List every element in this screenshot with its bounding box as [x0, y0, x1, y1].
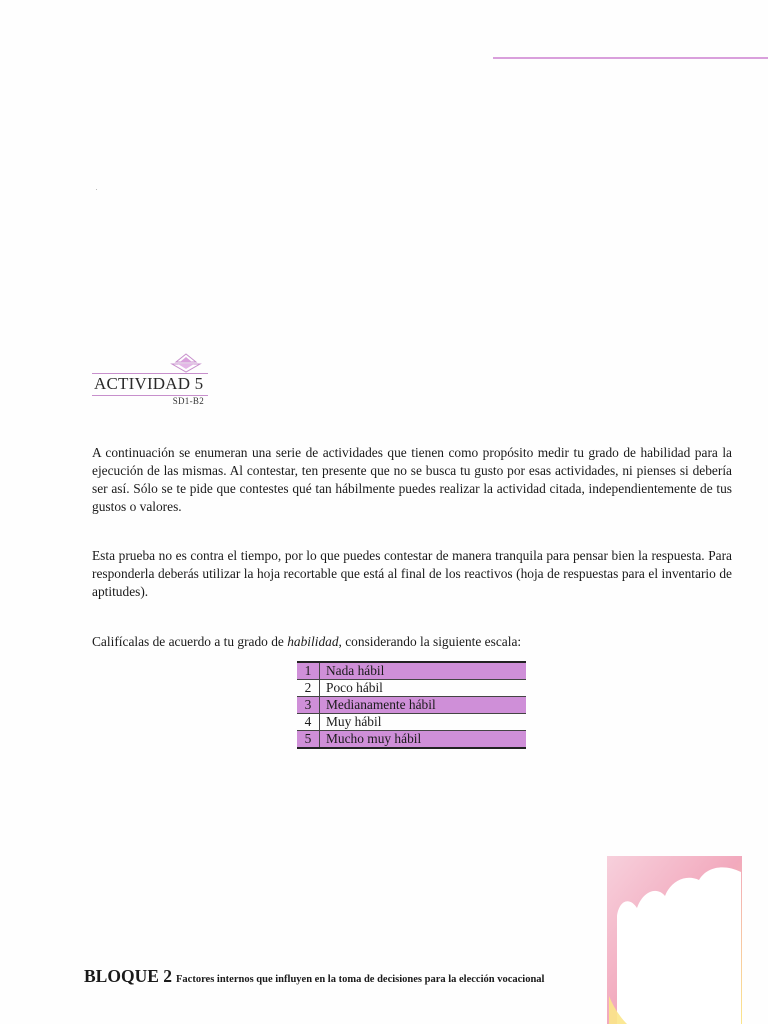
scale-number: 1 — [297, 662, 320, 680]
table-row — [297, 714, 526, 731]
triangle-emblem-icon — [166, 352, 206, 374]
table-row — [297, 680, 526, 697]
scale-label: Nada hábil — [320, 662, 527, 680]
page-footer — [84, 966, 544, 987]
top-decorative-rule — [493, 57, 768, 59]
scale-label: Muy hábil — [320, 714, 527, 731]
table-row — [297, 662, 526, 680]
activity-code: SD1-B2 — [172, 396, 204, 406]
scale-intro-paragraph — [92, 633, 732, 651]
ability-scale-table — [297, 661, 526, 749]
activity-title: ACTIVIDAD 5 — [94, 374, 204, 393]
scale-intro-tail: , considerando la siguiente escala: — [338, 634, 522, 649]
corner-decoration — [607, 856, 742, 1024]
instructions-paragraph: Esta prueba no es contra el tiempo, por lo que puedes contestar de manera tranquila para pensar bien la respuesta. Para responderla deberás utilizar la hoja recortable que está al final de los reactivos (hoja de respuestas para el inventario de aptitudes). — [92, 548, 732, 599]
scale-number: 5 — [297, 731, 320, 749]
scale-number: 3 — [297, 697, 320, 714]
scale-label: Poco hábil — [320, 680, 527, 697]
scale-label: Medianamente hábil — [320, 697, 527, 714]
footer-subtitle: Factores internos que influyen en la toma de decisiones para la elección vocacional — [176, 974, 545, 985]
scale-number: 2 — [297, 680, 320, 697]
footer-block-title: BLOQUE 2 — [84, 966, 173, 986]
scale-intro-emphasis: habilidad — [287, 634, 339, 649]
scale-label: Mucho muy hábil — [320, 731, 527, 749]
table-row — [297, 697, 526, 714]
page-speck — [96, 189, 97, 190]
activity-header — [92, 352, 208, 408]
intro-paragraph: A continuación se enumeran una serie de actividades que tienen como propósito medir tu grado de habilidad para la ejecución de las mismas. Al contestar, ten presente que no se busca tu gusto por esas actividades, ni pienses si debería ser así. Sólo se te pide que contestes qué tan hábilmente puedes realizar la actividad citada, independientemente de tus gustos o valores. — [92, 445, 732, 514]
scale-intro-text: Califícalas de acuerdo a tu grado de — [92, 634, 288, 649]
scale-number: 4 — [297, 714, 320, 731]
table-row — [297, 731, 526, 749]
